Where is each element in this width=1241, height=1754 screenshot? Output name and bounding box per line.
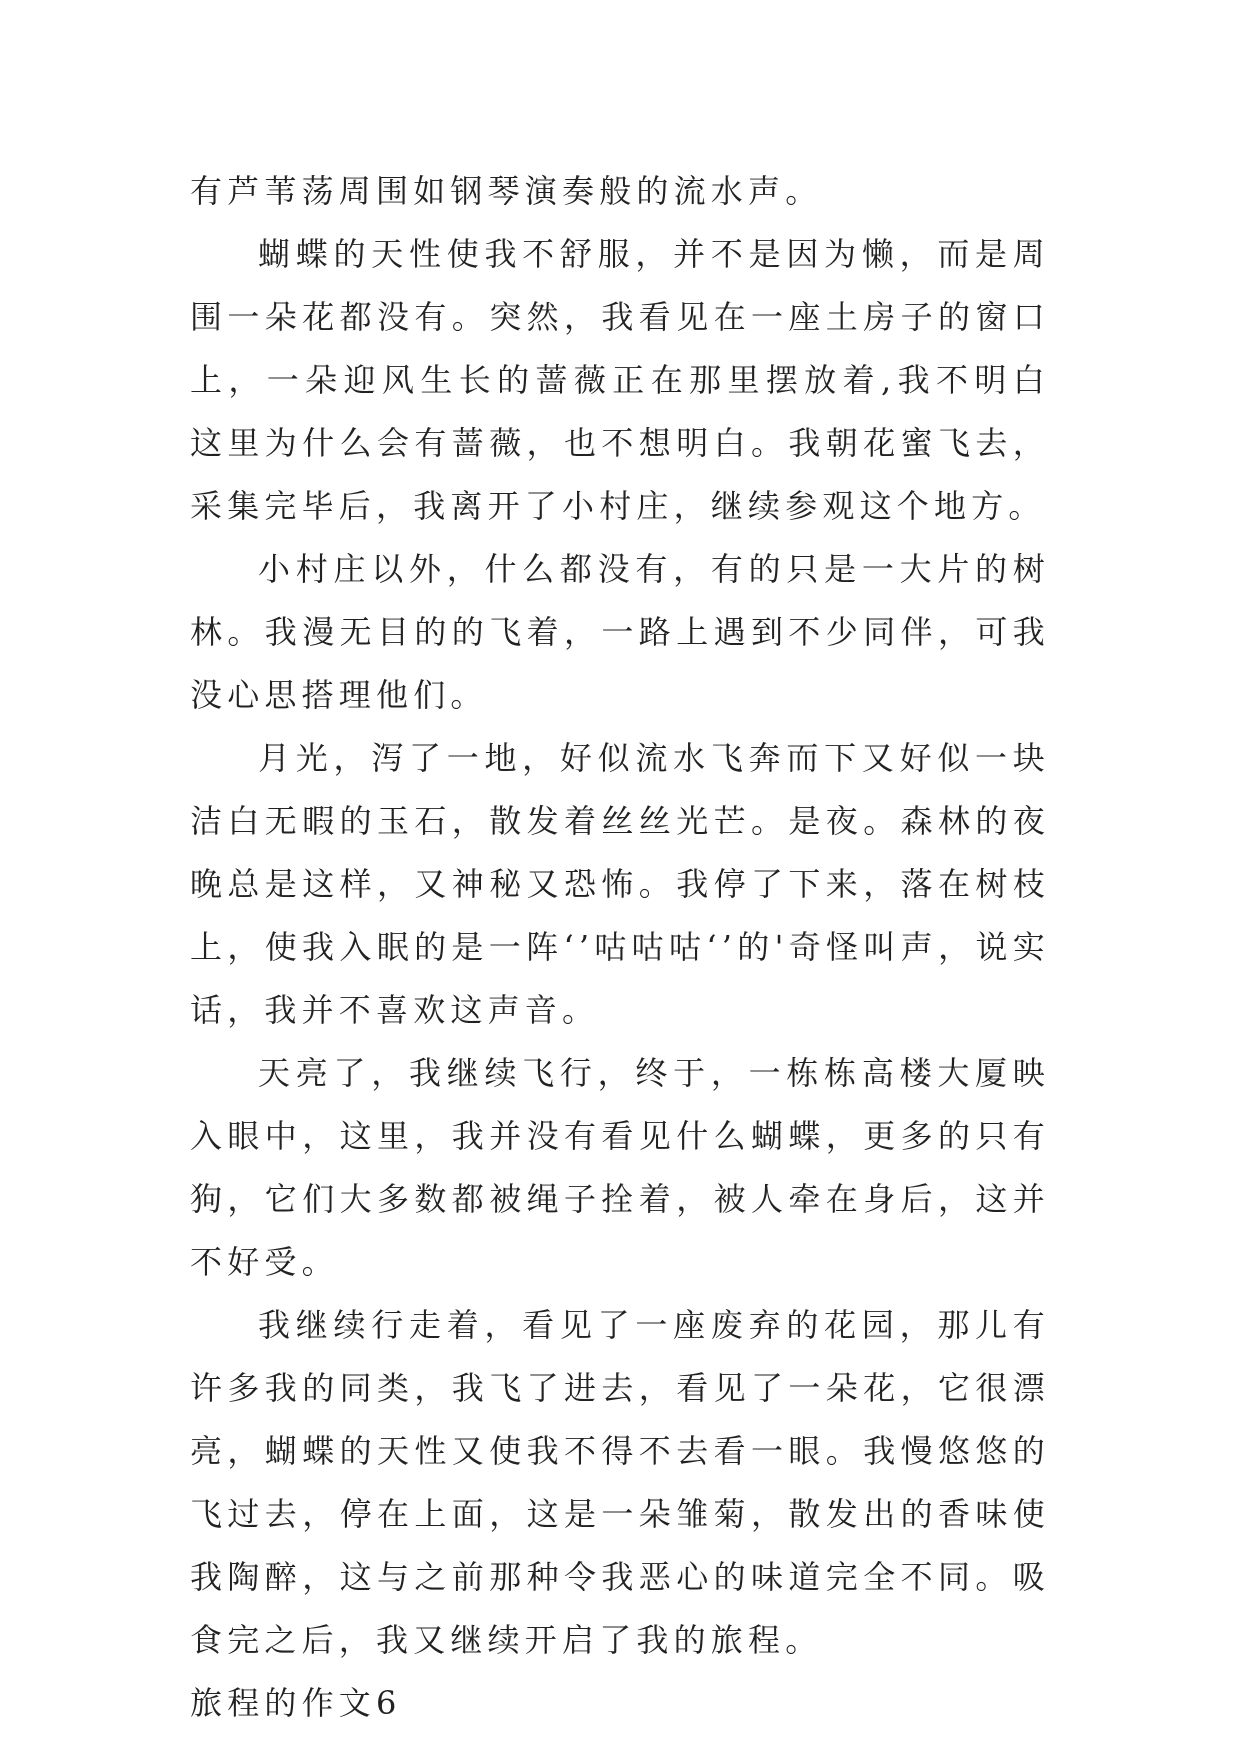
paragraph: 小村庄以外，什么都没有，有的只是一大片的树林。我漫无目的的飞着，一路上遇到不少同伴，可我没心思搭理他们。 (190, 550, 1050, 714)
document-body (190, 160, 1050, 1735)
section-heading: 旅程的作文6 (190, 1684, 402, 1722)
paragraph: 我继续行走着，看见了一座废弃的花园，那儿有许多我的同类，我飞了进去，看见了一朵花，它很漂亮，蝴蝶的天性又使我不得不去看一眼。我慢悠悠的飞过去，停在上面，这是一朵雏菊，散发出的香味使我陶醉，这与之前那种令我恶心的味道完全不同。吸食完之后，我又继续开启了我的旅程。 (190, 1306, 1050, 1659)
paragraph: 月光，泻了一地，好似流水飞奔而下又好似一块洁白无暇的玉石，散发着丝丝光芒。是夜。森林的夜晚总是这样，又神秘又恐怖。我停了下来，落在树枝上，使我入眠的是一阵‘’咕咕咕‘’的'奇怪叫声，说实话，我并不喜欢这声音。 (190, 739, 1050, 1029)
paragraph: 天亮了，我继续飞行，终于，一栋栋高楼大厦映入眼中，这里，我并没有看见什么蝴蝶，更多的只有狗，它们大多数都被绳子拴着，被人牵在身后，这并不好受。 (190, 1054, 1050, 1281)
paragraph-continuation: 有芦苇荡周围如钢琴演奏般的流水声。 (190, 172, 823, 210)
paragraph: 蝴蝶的天性使我不舒服，并不是因为懒，而是周围一朵花都没有。突然，我看见在一座土房子的窗口上，一朵迎风生长的蔷薇正在那里摆放着,我不明白这里为什么会有蔷薇，也不想明白。我朝花蜜飞去，采集完毕后，我离开了小村庄，继续参观这个地方。 (190, 235, 1050, 525)
